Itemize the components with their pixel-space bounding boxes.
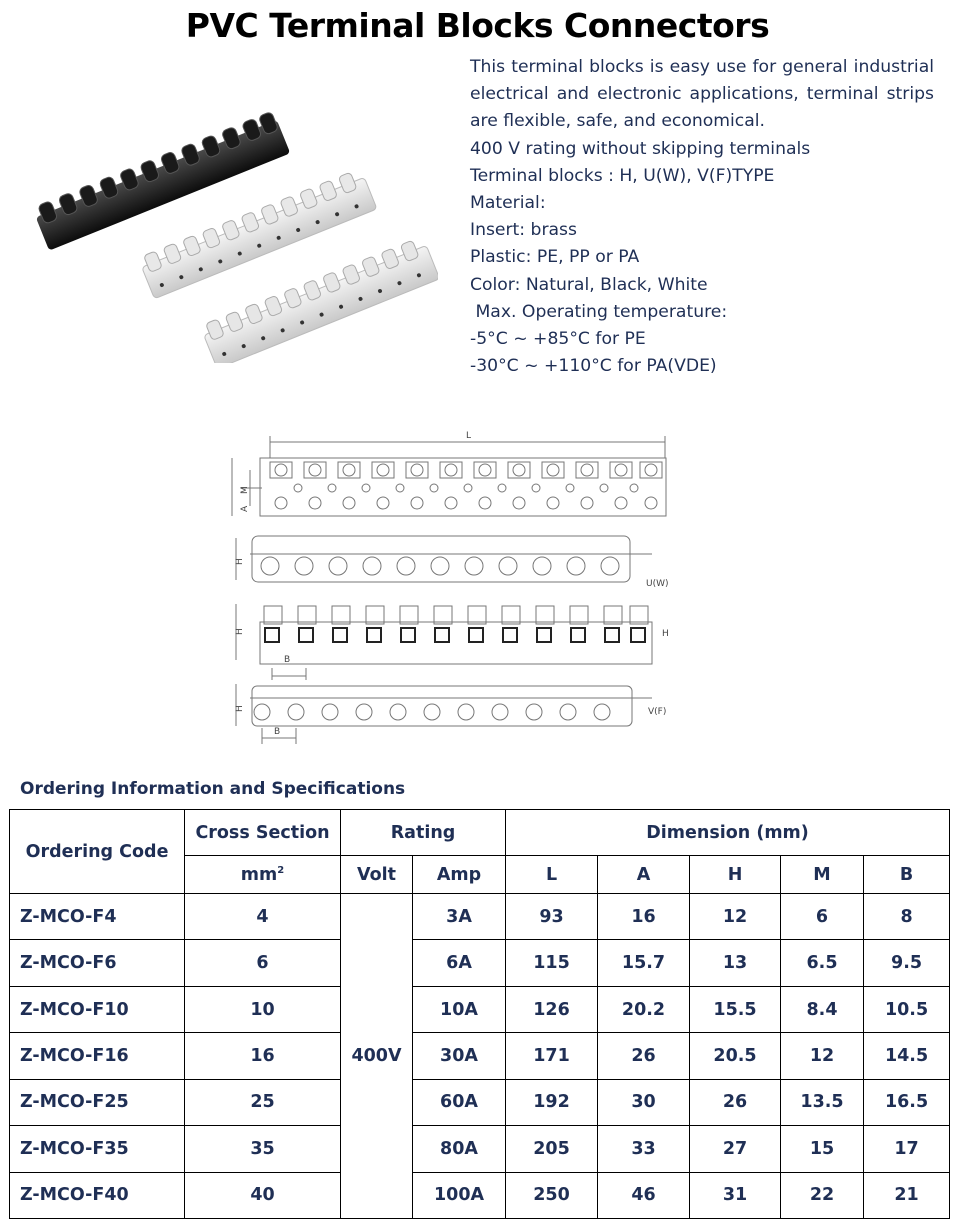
table-row bbox=[10, 894, 950, 940]
cell-L: 115 bbox=[506, 940, 598, 986]
cell-L: 250 bbox=[506, 1172, 598, 1218]
description-line: 400 V rating without skipping terminals bbox=[470, 138, 811, 159]
cell-code: Z-MCO-F25 bbox=[10, 1079, 185, 1125]
header-cross-unit bbox=[185, 856, 341, 894]
cell-code: Z-MCO-F6 bbox=[10, 940, 185, 986]
cell-amp: 100A bbox=[413, 1172, 506, 1218]
type-label-uw: U(W) bbox=[646, 579, 669, 589]
h-terminals bbox=[264, 606, 648, 642]
dim-label-B-vf: B bbox=[274, 727, 281, 737]
table-row bbox=[10, 1126, 950, 1172]
header-amp: Amp bbox=[413, 856, 506, 894]
cell-M: 12 bbox=[781, 1033, 864, 1079]
cell-L: 93 bbox=[506, 894, 598, 940]
header-M: M bbox=[781, 856, 864, 894]
header-L: L bbox=[506, 856, 598, 894]
cell-B: 16.5 bbox=[864, 1079, 950, 1125]
top-view-terminals bbox=[270, 462, 662, 509]
cell-A: 16 bbox=[598, 894, 690, 940]
cell-H: 20.5 bbox=[690, 1033, 781, 1079]
dim-label-M: M bbox=[240, 486, 250, 494]
cell-B: 14.5 bbox=[864, 1033, 950, 1079]
header-A: A bbox=[598, 856, 690, 894]
cell-amp: 10A bbox=[413, 986, 506, 1032]
cell-cross: 6 bbox=[185, 940, 341, 986]
table-row bbox=[10, 1079, 950, 1125]
cell-M: 22 bbox=[781, 1172, 864, 1218]
cell-A: 33 bbox=[598, 1126, 690, 1172]
cross-unit-text: mm bbox=[240, 864, 278, 885]
cell-B: 9.5 bbox=[864, 940, 950, 986]
technical-drawing bbox=[222, 428, 682, 748]
description-intro: This terminal blocks is easy use for general industrial electrical and electronic applications, terminal strips are flexible, safe, and economical. bbox=[470, 57, 934, 132]
header-ordering-code: Ordering Code bbox=[10, 810, 185, 894]
uw-terminals bbox=[261, 557, 619, 575]
cell-H: 27 bbox=[690, 1126, 781, 1172]
cell-amp: 6A bbox=[413, 940, 506, 986]
side-view-h bbox=[235, 604, 669, 680]
cell-B: 10.5 bbox=[864, 986, 950, 1032]
cell-voltage: 400V bbox=[341, 894, 413, 1219]
cell-B: 21 bbox=[864, 1172, 950, 1218]
type-label-h: H bbox=[662, 629, 669, 639]
cell-B: 17 bbox=[864, 1126, 950, 1172]
cell-L: 205 bbox=[506, 1126, 598, 1172]
product-description bbox=[470, 54, 934, 380]
header-cross-section: Cross Section bbox=[185, 810, 341, 856]
header-volt: Volt bbox=[341, 856, 413, 894]
cell-cross: 25 bbox=[185, 1079, 341, 1125]
product-photo bbox=[28, 88, 438, 363]
dim-label-H-uw: H bbox=[235, 558, 245, 565]
cell-code: Z-MCO-F16 bbox=[10, 1033, 185, 1079]
cell-A: 46 bbox=[598, 1172, 690, 1218]
cell-code: Z-MCO-F10 bbox=[10, 986, 185, 1032]
table-row bbox=[10, 1172, 950, 1218]
header-B: B bbox=[864, 856, 950, 894]
cell-L: 171 bbox=[506, 1033, 598, 1079]
description-line: Insert: brass bbox=[470, 220, 577, 241]
description-line: Plastic: PE, PP or PA bbox=[470, 247, 640, 268]
side-view-uw bbox=[235, 536, 669, 589]
cell-H: 15.5 bbox=[690, 986, 781, 1032]
description-line: Material: bbox=[470, 193, 546, 214]
cell-A: 26 bbox=[598, 1033, 690, 1079]
header-rating: Rating bbox=[341, 810, 506, 856]
description-line: Max. Operating temperature: bbox=[470, 301, 728, 322]
cell-M: 8.4 bbox=[781, 986, 864, 1032]
cell-H: 26 bbox=[690, 1079, 781, 1125]
description-line: Terminal blocks : H, U(W), V(F)TYPE bbox=[470, 165, 775, 186]
cell-H: 12 bbox=[690, 894, 781, 940]
dim-label-B-h: B bbox=[284, 655, 291, 665]
type-label-vf: V(F) bbox=[648, 707, 667, 717]
cell-L: 192 bbox=[506, 1079, 598, 1125]
cell-code: Z-MCO-F40 bbox=[10, 1172, 185, 1218]
cell-cross: 40 bbox=[185, 1172, 341, 1218]
dim-label-H-vf: H bbox=[235, 705, 245, 712]
specifications-table bbox=[9, 809, 950, 1219]
cell-cross: 10 bbox=[185, 986, 341, 1032]
cell-H: 13 bbox=[690, 940, 781, 986]
page-title: PVC Terminal Blocks Connectors bbox=[185, 6, 770, 45]
cell-code: Z-MCO-F4 bbox=[10, 894, 185, 940]
header-dimension: Dimension (mm) bbox=[506, 810, 950, 856]
cell-H: 31 bbox=[690, 1172, 781, 1218]
cell-amp: 60A bbox=[413, 1079, 506, 1125]
table-row bbox=[10, 940, 950, 986]
cell-A: 15.7 bbox=[598, 940, 690, 986]
cell-cross: 4 bbox=[185, 894, 341, 940]
ordering-heading: Ordering Information and Specifications bbox=[20, 779, 406, 799]
cell-code: Z-MCO-F35 bbox=[10, 1126, 185, 1172]
cell-cross: 35 bbox=[185, 1126, 341, 1172]
cell-M: 6.5 bbox=[781, 940, 864, 986]
cross-unit-sup: 2 bbox=[277, 864, 285, 876]
table-row bbox=[10, 986, 950, 1032]
side-view-vf bbox=[235, 684, 666, 744]
description-line: Color: Natural, Black, White bbox=[470, 274, 708, 295]
cell-L: 126 bbox=[506, 986, 598, 1032]
cell-M: 13.5 bbox=[781, 1079, 864, 1125]
table-row bbox=[10, 1033, 950, 1079]
cell-A: 20.2 bbox=[598, 986, 690, 1032]
top-view bbox=[232, 431, 666, 516]
cell-M: 15 bbox=[781, 1126, 864, 1172]
dim-label-H-h: H bbox=[235, 628, 245, 635]
header-H: H bbox=[690, 856, 781, 894]
cell-amp: 3A bbox=[413, 894, 506, 940]
cell-A: 30 bbox=[598, 1079, 690, 1125]
dim-label-L: L bbox=[466, 431, 472, 441]
cell-amp: 30A bbox=[413, 1033, 506, 1079]
cell-cross: 16 bbox=[185, 1033, 341, 1079]
description-line: -30°C ~ +110°C for PA(VDE) bbox=[470, 356, 717, 377]
cell-amp: 80A bbox=[413, 1126, 506, 1172]
vf-terminals bbox=[254, 704, 610, 720]
dim-label-A: A bbox=[240, 505, 250, 512]
cell-M: 6 bbox=[781, 894, 864, 940]
description-line: -5°C ~ +85°C for PE bbox=[470, 329, 646, 350]
cell-B: 8 bbox=[864, 894, 950, 940]
